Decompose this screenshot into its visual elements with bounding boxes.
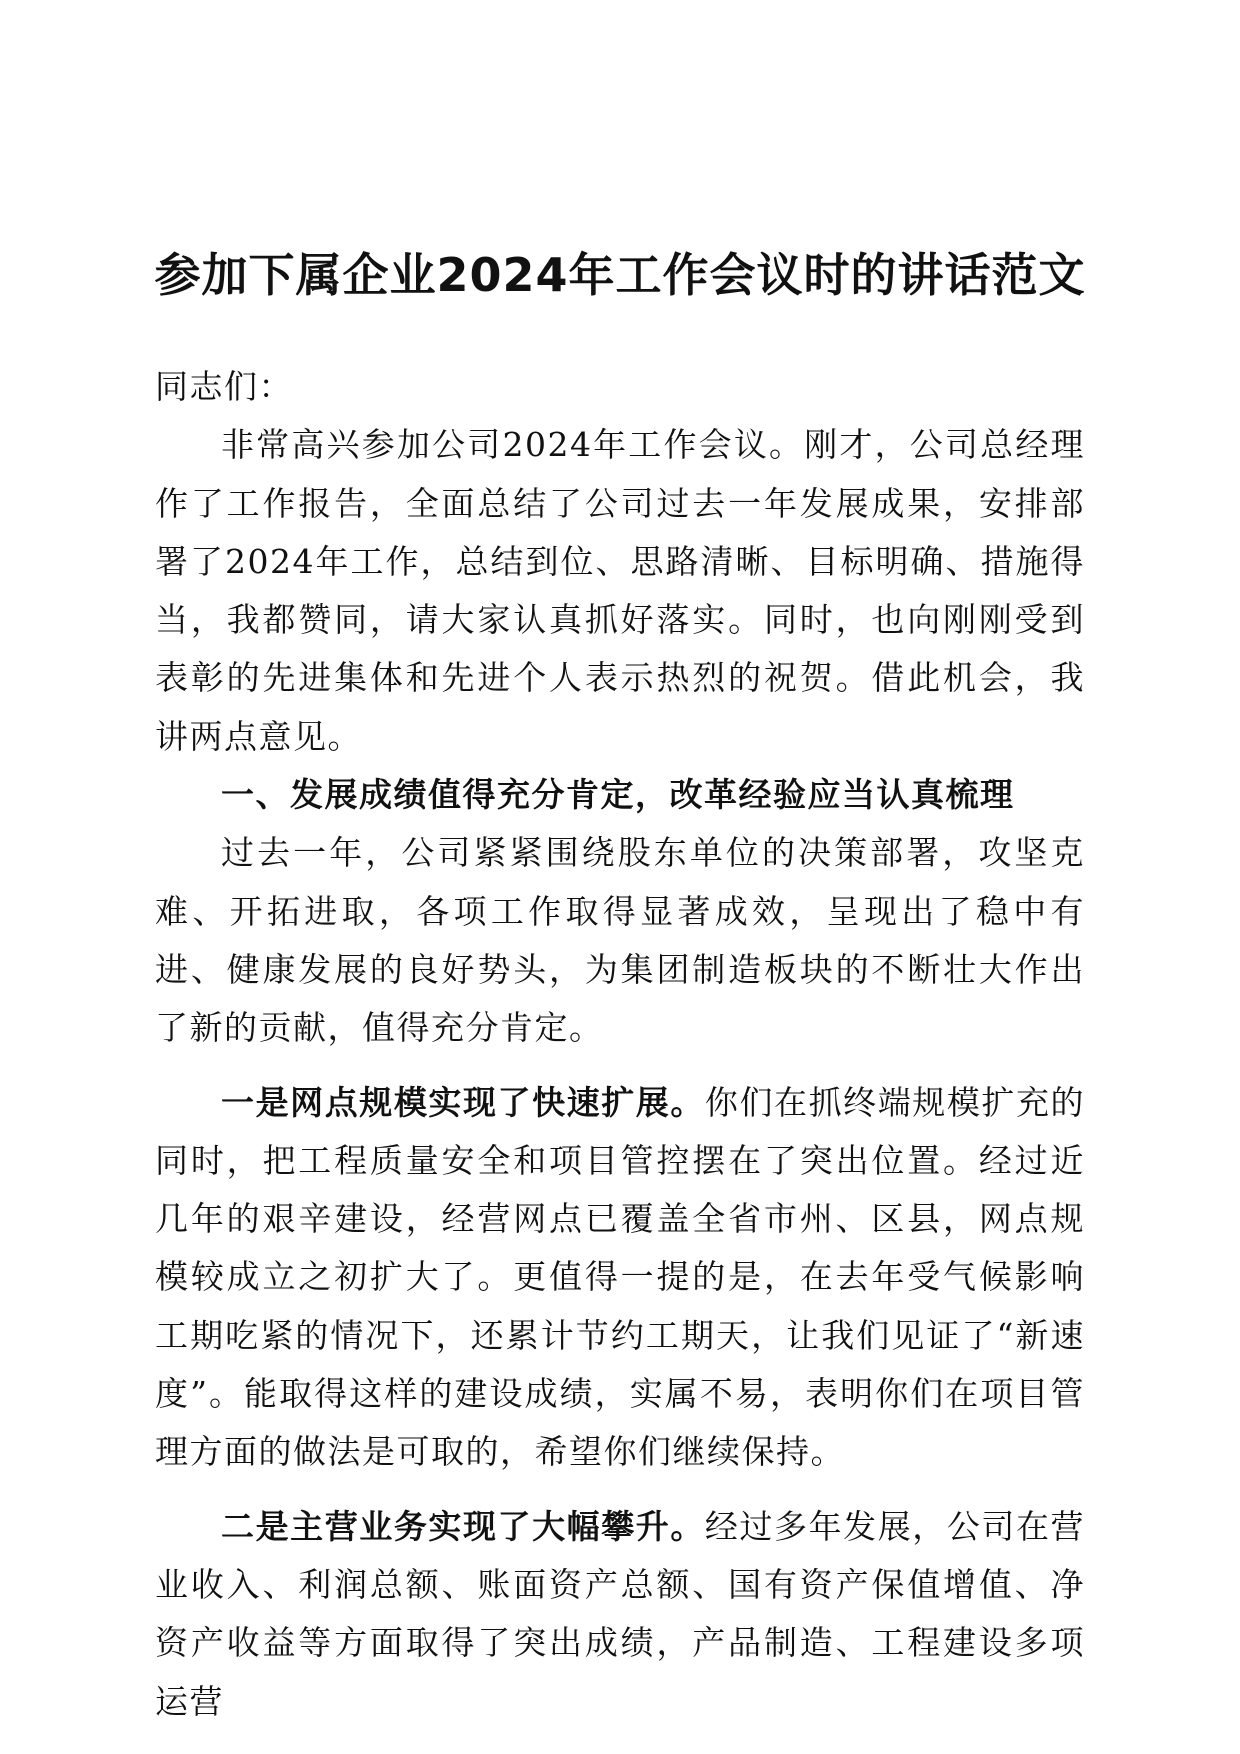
salutation: 同志们： <box>155 367 293 406</box>
point2-lead: 二是主营业务实现了大幅攀升。 <box>221 1506 705 1546</box>
point1-lead: 一是网点规模实现了快速扩展。 <box>221 1082 705 1122</box>
point2-text: 经过多年发展，公司在营业收入、利润总额、账面资产总额、国有资产保值增值、净资产收益等方面取得了突出成绩，产品制造、工程建设多项运营 <box>155 1506 1085 1721</box>
section-heading-1: 一、发展成绩值得充分肯定，改革经验应当认真梳理 <box>221 775 1015 815</box>
intro-paragraph: 非常高兴参加公司2024年工作会议。刚才，公司总经理作了工作报告，全面总结了公司过去一年发展成果，安排部署了2024年工作，总结到位、思路清晰、目标明确、措施得当，我都赞同，请大家认真抓好落实。同时，也向刚刚受到表彰的先进集体和先进个人表示热烈的祝贺。借此机会，我讲两点意见。 <box>155 425 1085 756</box>
point2-paragraph <box>155 1498 1085 1731</box>
point1-paragraph <box>155 1074 1085 1482</box>
section1-paragraph: 过去一年，公司紧紧围绕股东单位的决策部署，攻坚克难、开拓进取，各项工作取得显著成效，呈现出了稳中有进、健康发展的良好势头，为集团制造板块的不断壮大作出了新的贡献，值得充分肯定。 <box>155 833 1085 1048</box>
document-body <box>155 358 1085 1731</box>
point1-text: 你们在抓终端规模扩充的同时，把工程质量安全和项目管控摆在了突出位置。经过近几年的艰辛建设，经营网点已覆盖全省市州、区县，网点规模较成立之初扩大了。更值得一提的是，在去年受气候影响工期吃紧的情况下，还累计节约工期天，让我们见证了“新速度”。能取得这样的建设成绩，实属不易，表明你们在项目管理方面的做法是可取的，希望你们继续保持。 <box>155 1082 1085 1472</box>
document-title: 参加下属企业2024年工作会议时的讲话范文 <box>154 248 1086 302</box>
